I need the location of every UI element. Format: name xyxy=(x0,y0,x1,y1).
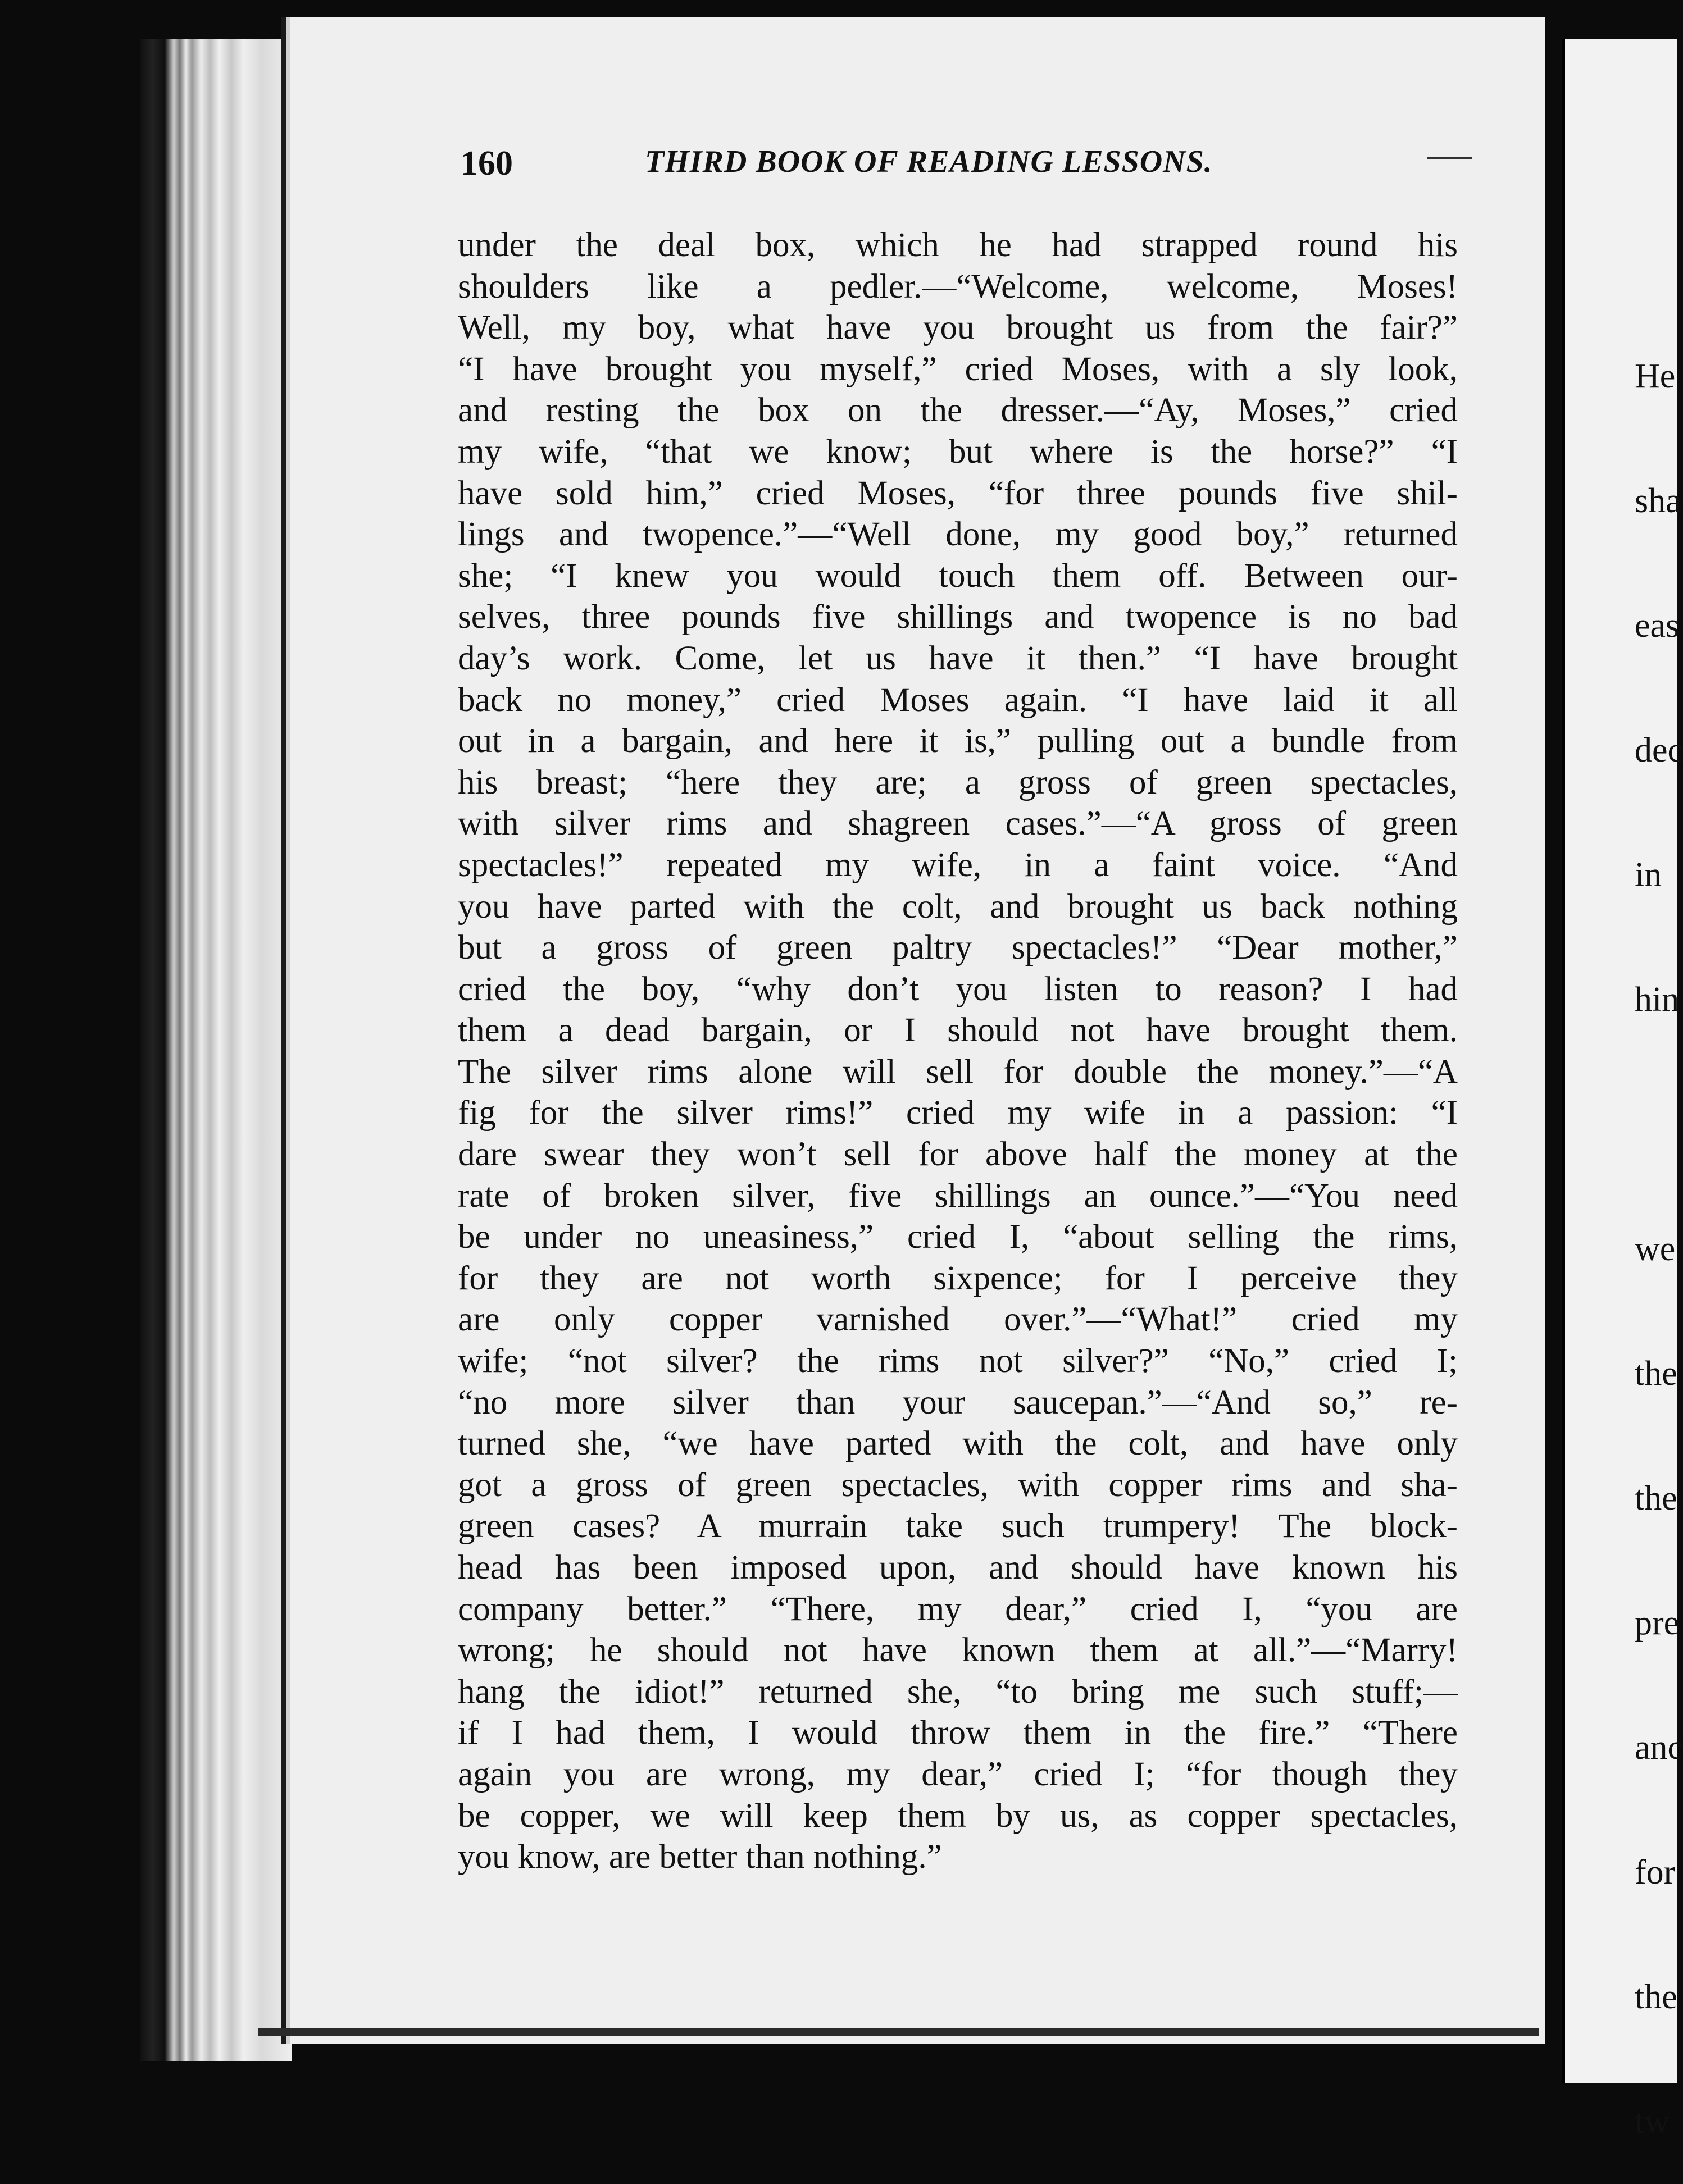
text-line: company better.” “There, my dear,” cried I, “you are xyxy=(458,1590,1458,1628)
text-line: dare swear they won’t sell for above half the money at the xyxy=(458,1136,1458,1174)
text-line: and resting the box on the dresser.—“Ay, Moses,” cried xyxy=(458,391,1458,430)
page-bottom-edge xyxy=(258,2028,1539,2036)
text-line: his breast; “here they are; a gross of green spectacles, xyxy=(458,763,1458,801)
text-line: “no more silver than your saucepan.”—“And so,” re- xyxy=(458,1383,1458,1421)
text-line: again you are wrong, my dear,” cried I; “for though they xyxy=(458,1755,1458,1793)
text-line: you have parted with the colt, and brought us back nothing xyxy=(458,887,1458,925)
text-line: spectacles!” repeated my wife, in a faint voice. “And xyxy=(458,846,1458,884)
text-line: are only copper varnished over.”—“What!” cried my xyxy=(458,1301,1458,1339)
page-header xyxy=(461,144,1472,194)
facing-line: the xyxy=(1635,1978,1677,2016)
text-line: rate of broken silver, five shillings an ounce.”—“You need xyxy=(458,1177,1458,1215)
text-line: she; “I knew you would touch them off. Between our- xyxy=(458,557,1458,595)
text-line: “I have brought you myself,” cried Moses, with a sly look, xyxy=(458,350,1458,388)
text-line: shoulders like a pedler.—“Welcome, welcome, Moses! xyxy=(458,267,1458,306)
facing-line: sha xyxy=(1635,482,1681,520)
text-line: The silver rims alone will sell for double the money.”—“A xyxy=(458,1052,1458,1091)
facing-line: in xyxy=(1635,856,1662,894)
text-line: be copper, we will keep them by us, as copper spectacles, xyxy=(458,1797,1458,1835)
facing-line: for xyxy=(1635,1853,1676,1891)
text-line: be under no uneasiness,” cried I, “about selling the rims, xyxy=(458,1218,1458,1256)
text-line: Well, my boy, what have you brought us from the fair?” xyxy=(458,309,1458,347)
running-title: THIRD BOOK OF READING LESSONS. xyxy=(645,144,1213,179)
text-line: lings and twopence.”—“Well done, my good boy,” returned xyxy=(458,516,1458,554)
facing-line: pre xyxy=(1635,1604,1680,1642)
text-line: you know, are better than nothing.” xyxy=(458,1838,942,1876)
text-line: back no money,” cried Moses again. “I have laid it all xyxy=(458,681,1458,719)
facing-line: the xyxy=(1635,1355,1677,1393)
text-line: selves, three pounds five shillings and twopence is no bad xyxy=(458,598,1458,636)
text-line: have sold him,” cried Moses, “for three pounds five shil- xyxy=(458,474,1458,512)
text-line: fig for the silver rims!” cried my wife in a passion: “I xyxy=(458,1094,1458,1132)
text-line: but a gross of green paltry spectacles!” “Dear mother,” xyxy=(458,929,1458,967)
facing-line: the xyxy=(1635,1479,1677,1517)
facing-line: we xyxy=(1635,1230,1676,1268)
text-line: turned she, “we have parted with the colt, and have only xyxy=(458,1425,1458,1463)
page-number: 160 xyxy=(461,144,513,183)
text-line: with silver rims and shagreen cases.”—“A gross of green xyxy=(458,805,1458,843)
text-line: got a gross of green spectacles, with copper rims and sha- xyxy=(458,1466,1458,1504)
facing-page-text xyxy=(1635,272,1683,2184)
text-line: for they are not worth sixpence; for I perceive they xyxy=(458,1259,1458,1297)
text-line: cried the boy, “why don’t you listen to reason? I had xyxy=(458,970,1458,1008)
text-line: hang the idiot!” returned she, “to bring me such stuff;— xyxy=(458,1672,1458,1711)
facing-line: tw xyxy=(1635,2103,1670,2141)
text-line: out in a bargain, and here it is,” pulling out a bundle from xyxy=(458,722,1458,760)
text-line: my wife, “that we know; but where is the horse?” “I xyxy=(458,432,1458,471)
text-line: head has been imposed upon, and should have known his xyxy=(458,1549,1458,1586)
facing-line xyxy=(1635,1104,1674,1145)
facing-line: eas xyxy=(1635,607,1680,645)
header-rule xyxy=(1427,157,1472,159)
facing-line: dec xyxy=(1635,731,1683,769)
text-line: if I had them, I would throw them in the fire.” “There xyxy=(458,1714,1458,1752)
text-line: them a dead bargain, or I should not have brought them. xyxy=(458,1011,1458,1050)
text-line: wrong; he should not have known them at all.”—“Marry! xyxy=(458,1631,1458,1670)
text-line: day’s work. Come, let us have it then.” “I have brought xyxy=(458,639,1458,677)
facing-line: hin xyxy=(1635,981,1680,1019)
text-line: wife; “not silver? the rims not silver?” “No,” cried I; xyxy=(458,1342,1458,1380)
facing-line: He xyxy=(1635,357,1676,395)
text-line: under the deal box, which he had strapped round his xyxy=(458,226,1458,264)
page-body-text xyxy=(458,225,1458,1878)
text-line: green cases? A murrain take such trumpery! The block- xyxy=(458,1507,1458,1545)
book-page-edges xyxy=(140,39,292,2061)
facing-line: anc xyxy=(1635,1729,1683,1767)
